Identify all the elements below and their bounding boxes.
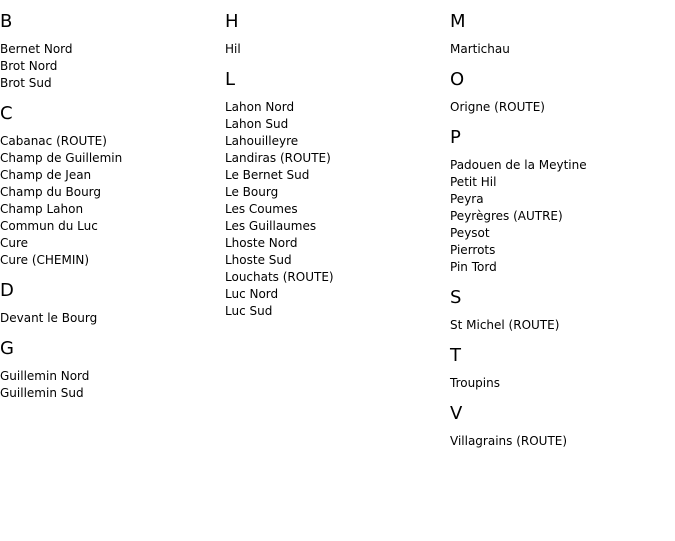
street-link[interactable]: Cure bbox=[0, 236, 29, 250]
street-list bbox=[450, 317, 675, 334]
street-link[interactable]: Le Bernet Sud bbox=[225, 168, 310, 182]
street-link[interactable]: Luc Nord bbox=[225, 287, 279, 301]
letter-group bbox=[225, 11, 450, 58]
street-list bbox=[0, 133, 225, 269]
street-link[interactable]: Troupins bbox=[450, 376, 500, 390]
street-link[interactable]: Padouen de la Meytine bbox=[450, 158, 587, 172]
street-link[interactable]: Lahouilleyre bbox=[225, 134, 299, 148]
street-link[interactable]: Peysot bbox=[450, 226, 490, 240]
letter-group bbox=[450, 345, 675, 392]
letter-heading: T bbox=[450, 345, 461, 366]
street-link[interactable]: Le Bourg bbox=[225, 185, 279, 199]
street-link[interactable]: Petit Hil bbox=[450, 175, 497, 189]
street-list bbox=[450, 99, 675, 116]
street-link[interactable]: Villagrains (ROUTE) bbox=[450, 434, 568, 448]
letter-group bbox=[0, 11, 225, 92]
street-link[interactable]: Lahon Sud bbox=[225, 117, 289, 131]
letter-group bbox=[0, 103, 225, 269]
street-link[interactable]: Champ Lahon bbox=[0, 202, 84, 216]
street-link[interactable]: Origne (ROUTE) bbox=[450, 100, 545, 114]
street-link[interactable]: Landiras (ROUTE) bbox=[225, 151, 331, 165]
street-link[interactable]: Pin Tord bbox=[450, 260, 497, 274]
street-list bbox=[0, 368, 225, 402]
street-link[interactable]: Hil bbox=[225, 42, 241, 56]
street-link[interactable]: Louchats (ROUTE) bbox=[225, 270, 334, 284]
letter-heading: S bbox=[450, 287, 462, 308]
letter-group bbox=[450, 287, 675, 334]
letter-heading: L bbox=[225, 69, 236, 90]
street-link[interactable]: Champ de Jean bbox=[0, 168, 92, 182]
street-link[interactable]: Commun du Luc bbox=[0, 219, 98, 233]
street-list bbox=[0, 310, 225, 327]
street-link[interactable]: Champ du Bourg bbox=[0, 185, 102, 199]
street-link[interactable]: Lahon Nord bbox=[225, 100, 295, 114]
letter-heading: B bbox=[0, 11, 13, 32]
street-link[interactable]: Peyrègres (AUTRE) bbox=[450, 209, 563, 223]
street-link[interactable]: Brot Nord bbox=[0, 59, 58, 73]
street-link[interactable]: Devant le Bourg bbox=[0, 311, 98, 325]
street-link[interactable]: Peyra bbox=[450, 192, 484, 206]
street-link[interactable]: Les Coumes bbox=[225, 202, 298, 216]
street-link[interactable]: Martichau bbox=[450, 42, 510, 56]
street-list bbox=[0, 41, 225, 92]
street-list bbox=[225, 41, 450, 58]
letter-group bbox=[0, 338, 225, 402]
letter-group bbox=[450, 127, 675, 276]
street-link[interactable]: Lhoste Sud bbox=[225, 253, 292, 267]
letter-heading: H bbox=[225, 11, 239, 32]
letter-heading: C bbox=[0, 103, 13, 124]
street-list bbox=[450, 375, 675, 392]
index-column bbox=[450, 11, 675, 461]
letter-heading: G bbox=[0, 338, 14, 359]
street-link[interactable]: Bernet Nord bbox=[0, 42, 73, 56]
letter-heading: D bbox=[0, 280, 14, 301]
street-link[interactable]: Guillemin Sud bbox=[0, 386, 84, 400]
index-column bbox=[0, 11, 225, 413]
letter-heading: M bbox=[450, 11, 466, 32]
street-link[interactable]: Brot Sud bbox=[0, 76, 52, 90]
letter-group bbox=[450, 403, 675, 450]
street-link[interactable]: Les Guillaumes bbox=[225, 219, 317, 233]
letter-group bbox=[450, 69, 675, 116]
street-link[interactable]: Champ de Guillemin bbox=[0, 151, 123, 165]
street-link[interactable]: Luc Sud bbox=[225, 304, 273, 318]
letter-heading: P bbox=[450, 127, 461, 148]
street-list bbox=[450, 41, 675, 58]
street-list bbox=[225, 99, 450, 320]
index-column bbox=[225, 11, 450, 331]
street-link[interactable]: Pierrots bbox=[450, 243, 496, 257]
letter-heading: V bbox=[450, 403, 463, 424]
street-link[interactable]: Cabanac (ROUTE) bbox=[0, 134, 107, 148]
street-link[interactable]: Guillemin Nord bbox=[0, 369, 90, 383]
letter-group bbox=[0, 280, 225, 327]
letter-group bbox=[450, 11, 675, 58]
street-list bbox=[450, 433, 675, 450]
street-list bbox=[450, 157, 675, 276]
street-link[interactable]: Lhoste Nord bbox=[225, 236, 298, 250]
street-link[interactable]: Cure (CHEMIN) bbox=[0, 253, 90, 267]
letter-heading: O bbox=[450, 69, 465, 90]
street-link[interactable]: St Michel (ROUTE) bbox=[450, 318, 560, 332]
letter-group bbox=[225, 69, 450, 320]
